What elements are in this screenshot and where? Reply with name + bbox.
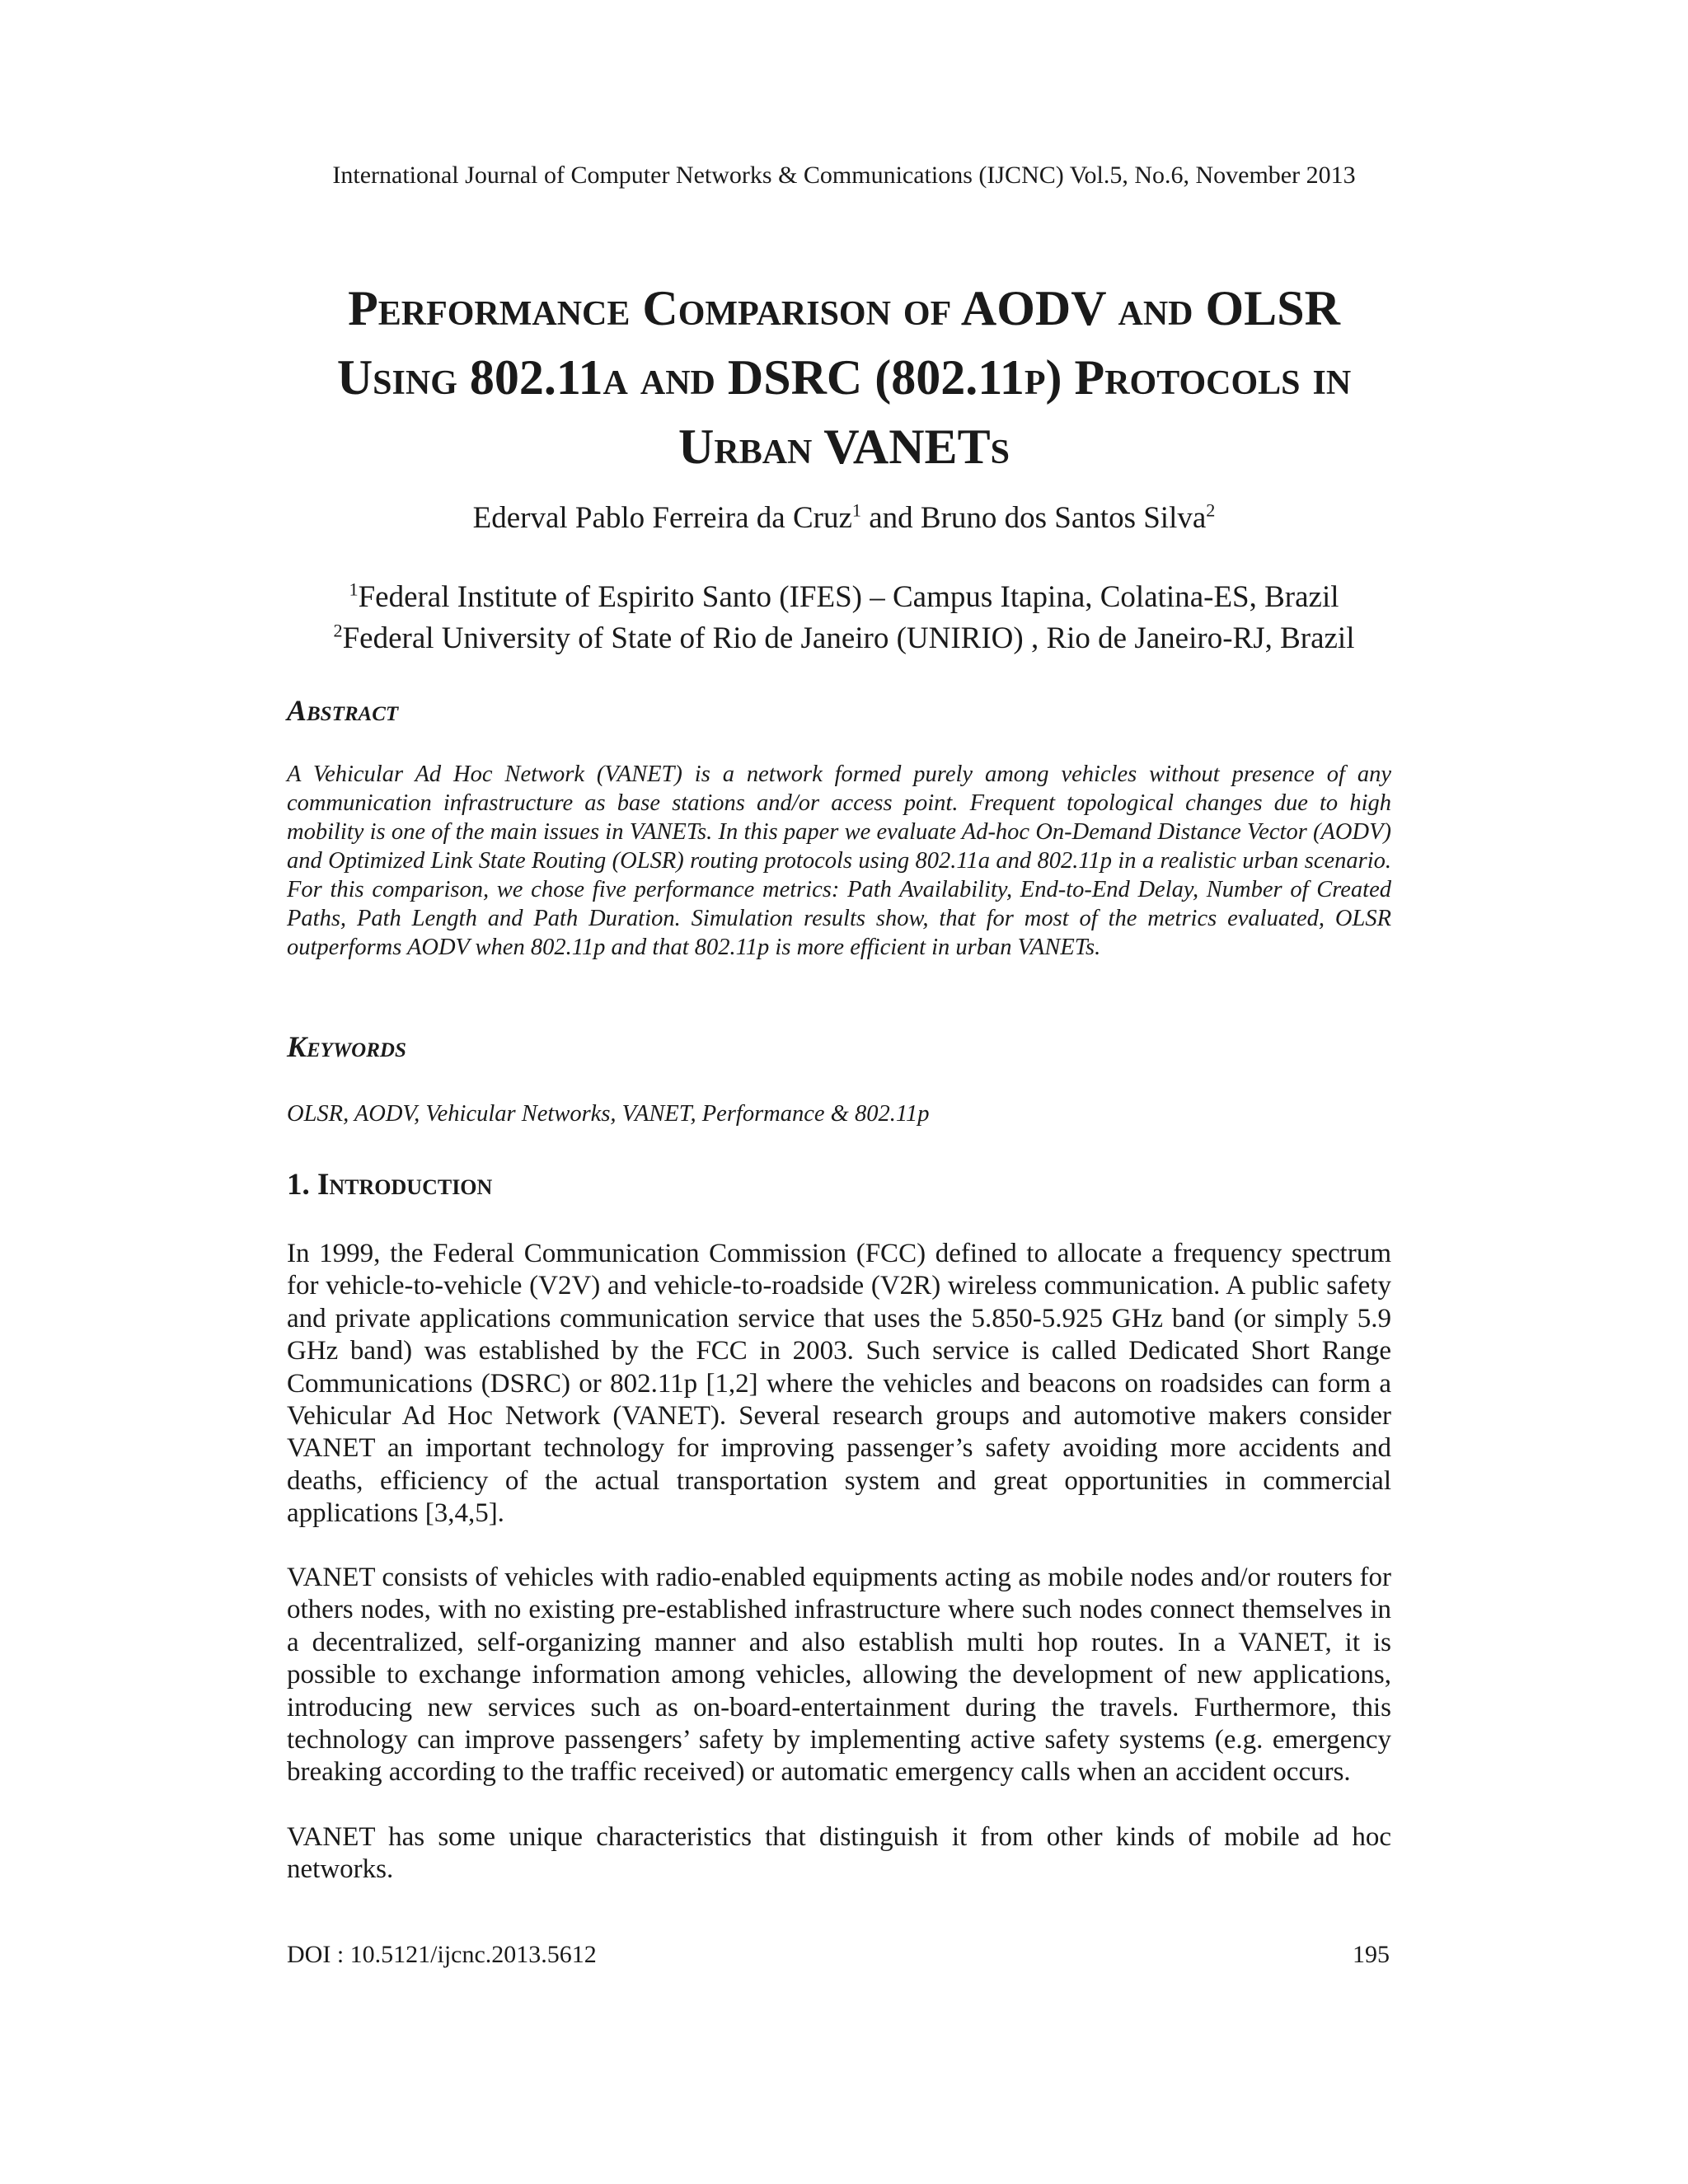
author-2-name: Bruno dos Santos Silva <box>920 501 1207 535</box>
author-list <box>0 498 1688 539</box>
affiliation-1 <box>0 577 1688 618</box>
author-1-name: Ederval Pablo Ferreira da Cruz <box>472 501 852 535</box>
author-1-mark: 1 <box>851 499 861 521</box>
journal-running-header: International Journal of Computer Networks & Communications (IJCNC) Vol.5, No.6, November 2013 <box>332 162 1356 189</box>
doi-footer: DOI : 10.5121/ijcnc.2013.5612 <box>287 1941 597 1968</box>
intro-paragraph-3: VANET has some unique characteristics that distinguish it from other kinds of mobile ad hoc networks. <box>287 1822 1391 1885</box>
intro-paragraph-2: VANET consists of vehicles with radio-enabled equipments acting as mobile nodes and/or routers for others nodes, with no existing pre-established infrastructure where such nodes connect themselves in a decentralized, self-organizing manner and also establish multi hop routes. In a VANET, it is possible to exchange information among vehicles, allowing the development of new applications, introducing new services such as on-board-entertainment during the travels. Furthermore, this technology can improve passengers’ safety by implementing active safety systems (e.g. emergency breaking according to the traffic received) or automatic emergency calls when an accident occurs. <box>287 1563 1391 1788</box>
affiliations <box>0 577 1688 659</box>
title-line-2: Using 802.11a and DSRC (802.11p) Protocols in <box>336 350 1352 405</box>
page-number: 195 <box>1353 1941 1390 1968</box>
affiliation-1-text: Federal Institute of Espirito Santo (IFES) – Campus Itapina, Colatina-ES, Brazil <box>358 580 1339 614</box>
author-2-mark: 2 <box>1206 499 1216 521</box>
affiliation-2-text: Federal University of State of Rio de Janeiro (UNIRIO) , Rio de Janeiro-RJ, Brazil <box>342 621 1355 655</box>
introduction-heading: 1. Introduction <box>287 1168 493 1202</box>
affiliation-2 <box>0 618 1688 659</box>
abstract-text: A Vehicular Ad Hoc Network (VANET) is a network formed purely among vehicles without presence of any communication infrastructure as base stations and/or access point. Frequent topological changes due to high mobility is one of the main issues in VANETs. In this paper we evaluate Ad-hoc On-Demand Distance Vector (AODV) and Optimized Link State Routing (OLSR) routing protocols using 802.11a and 802.11p in a realistic urban scenario. For this comparison, we chose five performance metrics: Path Availability, End-to-End Delay, Number of Created Paths, Path Length and Path Duration. Simulation results show, that for most of the metrics evaluated, OLSR outperforms AODV when 802.11p and that 802.11p is more efficient in urban VANETs. <box>287 762 1391 960</box>
title-line-1: Performance Comparison of AODV and OLSR <box>348 281 1340 335</box>
keywords-heading: Keywords <box>287 1030 406 1063</box>
abstract-heading: Abstract <box>287 694 399 727</box>
intro-paragraph-1: In 1999, the Federal Communication Commission (FCC) defined to allocate a frequency spectrum for vehicle-to-vehicle (V2V) and vehicle-to-roadside (V2R) wireless communication. A public safety and private applications communication service that uses the 5.850-5.925 GHz band (or simply 5.9 GHz band) was established by the FCC in 2003. Such service is called Dedicated Short Range Communications (DSRC) or 802.11p [1,2] where the vehicles and beacons on roadsides can form a Vehicular Ad Hoc Network (VANET). Several research groups and automotive makers consider VANET an important technology for improving passenger’s safety avoiding more accidents and deaths, efficiency of the actual transportation system and great opportunities in commercial applications [3,4,5]. <box>287 1239 1391 1529</box>
keywords-text: OLSR, AODV, Vehicular Networks, VANET, Performance & 802.11p <box>287 1101 930 1127</box>
author-joiner: and <box>860 501 921 535</box>
affiliation-2-mark: 2 <box>333 620 343 641</box>
paper-title <box>247 274 1441 481</box>
title-line-3: Urban VANETs <box>678 419 1010 474</box>
affiliation-1-mark: 1 <box>349 579 359 600</box>
